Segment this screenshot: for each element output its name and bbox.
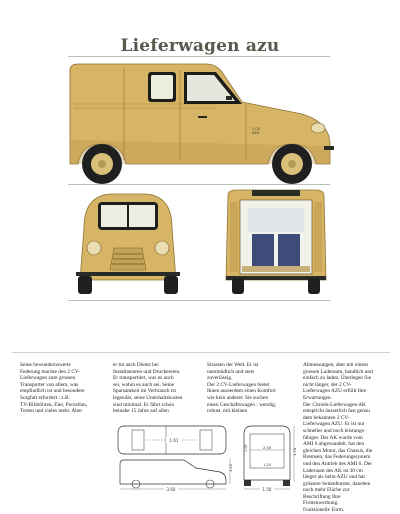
plan-side-view xyxy=(120,460,226,484)
text-column-2: er tut auch Dienst bei Installateuren und Druckereien. Er transportiert, was es auch sei, wohin es auch sei. Seine Sparsamkeit im Verbrauch ist legendär, seine Unterhaltskosten sind minimal. Er fährt schon beinahe 15 Jahre auf allen xyxy=(113,362,183,415)
van-badge: 2 CV AZU xyxy=(252,127,260,135)
van-rear-right-tire xyxy=(308,278,320,294)
text-column-3: Strassen der Welt. Er ist unermüdlich und stets zuverlässig. Der 2 CV-Lieferwagen bietet Ihnen ausserdem einen Komfort wie kein anderer. Sie suchen einen Geschäftswagen : wendig, robust, mit kleinen xyxy=(207,362,277,415)
dim-rear-height: 1.74 xyxy=(293,447,297,456)
van-front-left-tire xyxy=(78,276,92,294)
title-rule xyxy=(68,56,330,57)
photo-rule-bottom xyxy=(68,300,330,301)
van-rear-left-tire xyxy=(232,278,244,294)
dimension-diagram-rear xyxy=(236,422,298,492)
text-column-4: Abmessungen, aber mit einem grossen Laderaum, handlich und einfach zu laden. Überlegen Sie nicht länger, der 2 CV- Lieferwagen AZU erfüllt Ihre Erwartungen. Der Citroën-Lieferwagen AK entspricht äusserlich fast genau dem bekannten 2 CV- Lieferwagen AZU. Er ist nur schneller und noch leistungs- fähiger. Der AK wurde vom AMI 6 abgewandelt, hat den gleichen Motor, das Chassis, die Bremsen, das Federungssystem und den Antrieb des AMI 6. Der Laderaum des AK ist 30 cm länger als beim AZU und hat grössere Seitenfenster, daneben noch mehr Fläche zur Beschriftung Ihre Firmenwerbung. Funktionelle Form. xyxy=(303,362,373,514)
dim-inner-height: 1.05 xyxy=(244,444,248,452)
dim-side-height: 1.20 xyxy=(229,463,233,472)
dim-side-width: 2.30 xyxy=(262,446,272,450)
dimension-diagram-side xyxy=(108,422,236,492)
text-rule xyxy=(12,352,390,353)
van-front-right-tire xyxy=(164,276,178,294)
van-front-view-photo xyxy=(70,188,186,298)
photo-rule-top xyxy=(68,184,330,185)
dim-rear-track: 1.50 xyxy=(262,487,272,492)
dim-inner-width: 1.20 xyxy=(263,463,271,467)
dim-top-length: 1.61 xyxy=(169,438,179,443)
text-column-1: Seine bewundernswerte Federung machte den 2 CV- Lieferwagen zum grossen Transporter von allem, was empfindlich ist und besondere Sorgfalt erfordert : z.B. TV-Bildröhren, Eier, Porzellan, Torten und vieles mehr. Aber xyxy=(20,362,88,415)
van-rear-open-view-photo xyxy=(222,188,330,298)
dim-total-length: 3.60 xyxy=(166,487,176,492)
van-side-view-photo xyxy=(66,60,336,186)
page-title: Lieferwagen azu xyxy=(120,36,280,56)
